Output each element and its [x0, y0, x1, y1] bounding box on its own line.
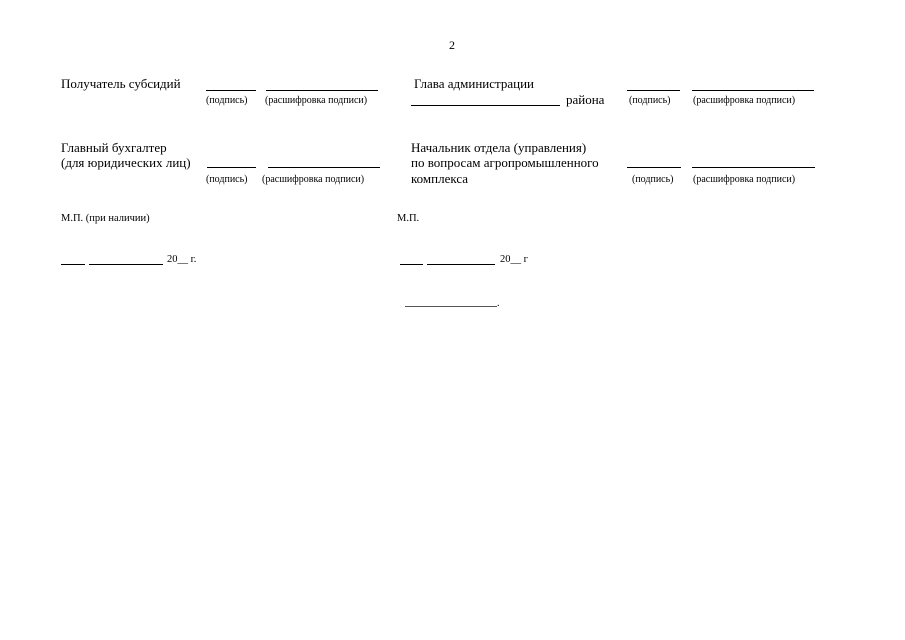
- footer-separator-line: [405, 306, 497, 307]
- footer-period: .: [497, 298, 500, 309]
- chief-accountant-signature-caption: (подпись): [206, 174, 248, 185]
- left-date-day-line: [61, 264, 85, 265]
- chief-accountant-signature-line: [207, 167, 256, 168]
- chief-accountant-subtitle: (для юридических лиц): [61, 155, 191, 170]
- department-head-decryption-caption: (расшифровка подписи): [693, 174, 796, 185]
- left-date-month-line: [89, 264, 163, 265]
- recipient-signature-caption: (подпись): [206, 95, 248, 106]
- head-admin-title: Глава администрации: [414, 76, 535, 91]
- head-admin-decryption-line: [692, 90, 814, 91]
- recipient-decryption-line: [266, 90, 378, 91]
- left-date-year: 20__ г.: [167, 254, 197, 265]
- page-number: 2: [449, 38, 455, 52]
- department-head-signature-line: [627, 167, 681, 168]
- head-admin-decryption-caption: (расшифровка подписи): [693, 95, 796, 106]
- chief-accountant-decryption-caption: (расшифровка подписи): [262, 174, 365, 185]
- chief-accountant-title: Главный бухгалтер: [61, 140, 167, 155]
- right-date-day-line: [400, 264, 423, 265]
- recipient-decryption-caption: (расшифровка подписи): [265, 95, 368, 106]
- recipient-title: Получатель субсидий: [61, 76, 181, 91]
- department-head-decryption-line: [692, 167, 815, 168]
- district-name-line: [411, 105, 560, 106]
- right-date-year: 20__ г: [500, 254, 528, 265]
- department-head-title-3: комплекса: [411, 171, 469, 186]
- district-suffix: района: [566, 92, 605, 107]
- department-head-title-1: Начальник отдела (управления): [411, 140, 587, 155]
- department-head-signature-caption: (подпись): [632, 174, 674, 185]
- head-admin-signature-caption: (подпись): [629, 95, 671, 106]
- stamp-place-right: М.П.: [397, 213, 420, 224]
- department-head-title-2: по вопросам агропромышленного: [411, 155, 599, 170]
- right-date-month-line: [427, 264, 495, 265]
- chief-accountant-decryption-line: [268, 167, 380, 168]
- head-admin-signature-line: [627, 90, 680, 91]
- stamp-place-left: М.П. (при наличии): [61, 213, 150, 224]
- recipient-signature-line: [206, 90, 256, 91]
